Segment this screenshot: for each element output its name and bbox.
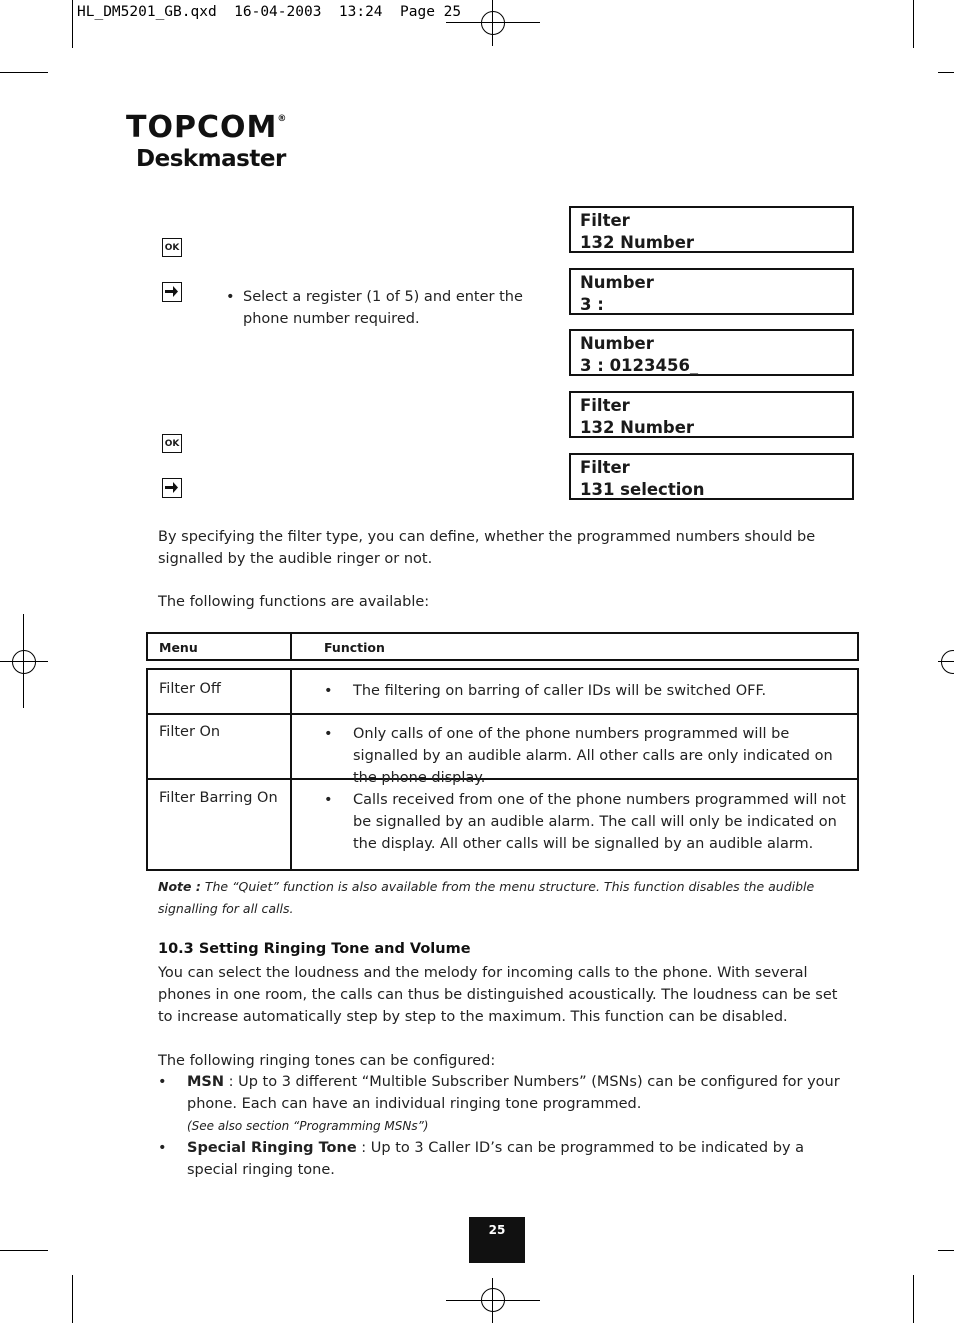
table-row-function: • Only calls of one of the phone numbers programmed will be signalled by an audible alarm. All other calls are only indicated on the phone display.: [324, 726, 833, 786]
crop-mark: [0, 72, 48, 73]
ok-key-icon: OK: [162, 434, 182, 453]
crop-mark: [938, 1250, 954, 1251]
header-function: Function: [324, 640, 385, 655]
crop-mark: [913, 0, 914, 48]
section-heading: 10.3 Setting Ringing Tone and Volume: [158, 941, 471, 957]
crop-mark: [72, 1275, 73, 1323]
ok-key-icon: OK: [162, 238, 182, 257]
instruction-text: • Select a register (1 of 5) and enter the phone number required.: [226, 289, 523, 327]
note: Note : The “Quiet” function is also available from the menu structure. This function disables the audible signalling for all calls.: [158, 879, 815, 916]
tones-intro: The following ringing tones can be configured:: [158, 1053, 496, 1069]
lcd-display: Number 3 : 0123456_: [569, 329, 854, 376]
table-header: [146, 632, 859, 661]
crop-mark: [938, 72, 954, 73]
registration-mark: [12, 650, 36, 674]
topcom-logo: TOPCOM®: [126, 110, 288, 145]
arrow-key-icon: [162, 478, 182, 498]
lcd-display: Filter 131 selection: [569, 453, 854, 500]
function-table: [146, 668, 859, 871]
table-row-menu: Filter On: [159, 724, 221, 740]
list-item: • MSN : Up to 3 different “Multible Subscriber Numbers” (MSNs) can be configured for your phone. Each can have an individual ringing tone programmed. (See also section “Programming MSNs”): [158, 1074, 840, 1133]
arrow-key-icon: [162, 282, 182, 302]
lcd-display: Number 3 :: [569, 268, 854, 315]
functions-intro: The following functions are available:: [158, 594, 430, 610]
section-body: You can select the loudness and the melody for incoming calls to the phone. With several phones in one room, the calls can thus be distinguished acoustically. The loudness can be set to increase automatically step by step to the maximum. This function can be disabled.: [158, 965, 838, 1025]
table-row-function: • The filtering on barring of caller IDs will be switched OFF.: [324, 683, 767, 699]
lcd-display: Filter 132 Number: [569, 391, 854, 438]
header-menu: Menu: [159, 640, 198, 655]
table-row-menu: Filter Barring On: [159, 790, 278, 806]
registration-mark: [941, 650, 954, 674]
registration-mark: [481, 11, 505, 35]
product-title: Deskmaster: [136, 146, 286, 172]
intro-paragraph: By specifying the filter type, you can define, whether the programmed numbers should be signalled by the audible ringer or not.: [158, 529, 816, 567]
crop-mark: [913, 1275, 914, 1323]
print-slug: HL_DM5201_GB.qxd 16-04-2003 13:24 Page 25: [77, 4, 462, 20]
table-row-menu: Filter Off: [159, 681, 221, 697]
table-row-function: • Calls received from one of the phone numbers programmed will not be signalled by an audible alarm. The call will only be indicated on the display. All other calls will be signalled by an audible alarm.: [324, 792, 846, 852]
lcd-display: Filter 132 Number: [569, 206, 854, 253]
crop-mark: [72, 0, 73, 48]
list-item: • Special Ringing Tone : Up to 3 Caller ID’s can be programmed to be indicated by a special ringing tone.: [158, 1140, 805, 1178]
registration-mark: [481, 1288, 505, 1312]
page-number: 25: [469, 1217, 525, 1263]
crop-mark: [0, 1250, 48, 1251]
